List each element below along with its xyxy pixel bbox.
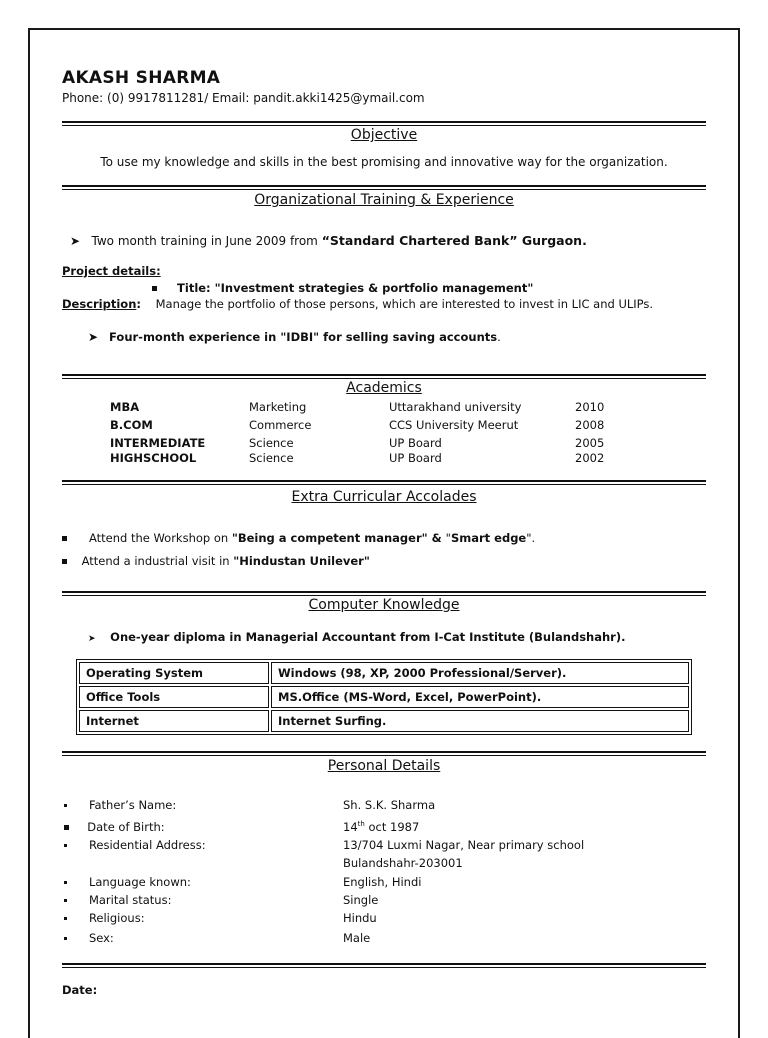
academic-degree: MBA	[110, 400, 140, 414]
academic-degree: INTERMEDIATE	[110, 436, 206, 450]
section-divider	[62, 121, 706, 126]
training-item-1	[70, 233, 587, 248]
dob-suffix: th	[357, 820, 365, 829]
description-colon: :	[136, 297, 141, 311]
square-bullet-icon	[64, 881, 67, 884]
father-label: Father’s Name:	[88, 798, 177, 812]
objective-text: To use my knowledge and skills in the best promising and innovative way for the organization.	[100, 155, 668, 169]
academic-board: Uttarakhand university	[389, 400, 522, 414]
arrow-bullet-icon: ➤	[88, 330, 99, 344]
section-divider	[62, 374, 706, 379]
square-bullet-icon	[64, 917, 67, 920]
list-item	[64, 798, 176, 812]
computer-diploma	[88, 630, 625, 644]
list-item	[64, 820, 165, 834]
date-label: Date:	[62, 983, 98, 997]
dob-day: 14	[343, 820, 358, 834]
objective-heading: Objective	[350, 127, 418, 143]
project-title-text: Title: "Investment strategies & portfolio management"	[177, 281, 534, 295]
square-bullet-icon	[64, 937, 67, 940]
list-item	[64, 911, 145, 925]
section-divider	[62, 751, 706, 756]
language-label: Language known:	[88, 875, 191, 889]
academic-field: Science	[249, 451, 294, 465]
description-text: Manage the portfolio of those persons, which are interested to invest in LIC and ULIPs.	[155, 297, 654, 311]
dob-label: Date of Birth:	[87, 820, 165, 834]
computer-diploma-text: One-year diploma in Managerial Accountant from I-Cat Institute (Bulandshahr).	[110, 630, 626, 644]
project-details-label: Project details:	[62, 264, 161, 278]
description-label: Description	[62, 297, 137, 311]
address-line-2: Bulandshahr-203001	[343, 856, 463, 870]
dob-rest: oct 1987	[364, 820, 420, 834]
list-item	[64, 875, 191, 889]
academic-degree: HIGHSCHOOL	[110, 451, 197, 465]
computer-skills-table	[76, 659, 692, 735]
table-row	[79, 710, 689, 732]
skill-value: Windows (98, XP, 2000 Professional/Server).	[271, 662, 689, 684]
academic-year: 2002	[575, 451, 605, 465]
marital-value: Single	[343, 893, 379, 907]
square-bullet-icon	[152, 286, 157, 291]
dob-value	[343, 820, 419, 834]
skill-value: MS.Office (MS-Word, Excel, PowerPoint).	[271, 686, 689, 708]
father-value: Sh. S.K. Sharma	[343, 798, 436, 812]
marital-label: Marital status:	[88, 893, 172, 907]
language-value: English, Hindi	[343, 875, 422, 889]
academic-field: Marketing	[249, 400, 307, 414]
square-bullet-icon	[62, 536, 67, 541]
skill-label: Office Tools	[79, 686, 269, 708]
list-item	[64, 893, 171, 907]
extra-item-1-end: ".	[526, 531, 536, 545]
square-bullet-icon	[64, 804, 67, 807]
section-divider	[62, 591, 706, 596]
address-line-1: 13/704 Luxmi Nagar, Near primary school	[343, 838, 585, 852]
square-bullet-icon	[64, 825, 69, 830]
academic-field: Commerce	[249, 418, 312, 432]
table-row	[79, 662, 689, 684]
arrow-bullet-icon: ➤	[70, 234, 81, 248]
training-heading: Organizational Training & Experience	[254, 192, 514, 208]
section-divider	[62, 185, 706, 190]
project-description	[62, 297, 653, 311]
personal-details-heading: Personal Details	[327, 758, 441, 774]
square-bullet-icon	[64, 844, 67, 847]
extra-item-1-quote: "	[445, 531, 451, 545]
contact-line: Phone: (0) 9917811281/ Email: pandit.akki1425@ymail.com	[62, 91, 425, 105]
extra-item-1-prefix: Attend the Workshop on	[88, 531, 232, 545]
religious-label: Religious:	[88, 911, 145, 925]
square-bullet-icon	[64, 899, 67, 902]
extra-item-1-workshop: "Being a competent manager" &	[231, 531, 446, 545]
training-item-2	[88, 330, 501, 344]
project-title	[152, 281, 533, 295]
list-item	[64, 931, 114, 945]
academic-field: Science	[249, 436, 294, 450]
academic-board: UP Board	[389, 436, 442, 450]
extra-item-2-prefix: Attend a industrial visit in	[81, 554, 234, 568]
academic-year: 2008	[575, 418, 605, 432]
list-item	[64, 838, 206, 852]
square-bullet-icon	[62, 559, 67, 564]
experience-text: Four-month experience in "IDBI" for selling saving accounts	[109, 330, 498, 344]
computer-knowledge-heading: Computer Knowledge	[308, 597, 460, 613]
skill-value: Internet Surfing.	[271, 710, 689, 732]
skill-label: Internet	[79, 710, 269, 732]
training-item-1-bank: “Standard Chartered Bank” Gurgaon.	[321, 233, 587, 248]
section-divider	[62, 480, 706, 485]
extra-item-2	[62, 554, 370, 568]
academic-year: 2005	[575, 436, 605, 450]
section-divider	[62, 963, 706, 968]
extra-item-2-company: "Hindustan Unilever"	[233, 554, 370, 568]
sex-label: Sex:	[88, 931, 114, 945]
experience-end: .	[497, 330, 501, 344]
academic-board: UP Board	[389, 451, 442, 465]
academics-heading: Academics	[346, 380, 422, 396]
academic-year: 2010	[575, 400, 605, 414]
training-item-1-text: Two month training in June 2009 from	[91, 234, 322, 248]
extra-curricular-heading: Extra Curricular Accolades	[291, 489, 477, 505]
table-row	[79, 686, 689, 708]
extra-item-1	[62, 531, 535, 545]
arrow-bullet-icon: ➤	[88, 634, 96, 644]
academic-degree: B.COM	[110, 418, 153, 432]
extra-item-1-smart-edge: Smart edge	[450, 531, 527, 545]
academic-board: CCS University Meerut	[389, 418, 519, 432]
religious-value: Hindu	[343, 911, 377, 925]
sex-value: Male	[343, 931, 371, 945]
address-label: Residential Address:	[88, 838, 206, 852]
skill-label: Operating System	[79, 662, 269, 684]
candidate-name: AKASH SHARMA	[62, 68, 221, 88]
